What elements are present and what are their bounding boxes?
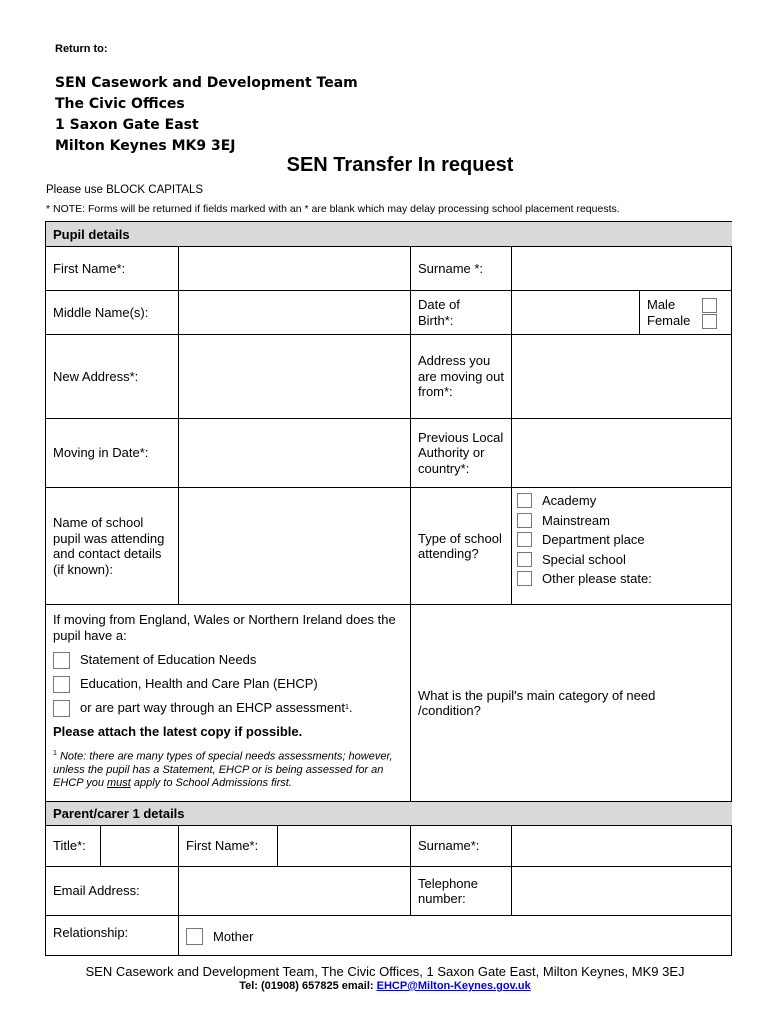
plan-option: Statement of Education Needs bbox=[80, 652, 257, 668]
previous-la-label: Previous Local Authority or country*: bbox=[411, 419, 512, 488]
pupil-section-header: Pupil details bbox=[46, 222, 732, 247]
school-type-option: Other please state: bbox=[542, 571, 652, 586]
plan-section: If moving from England, Wales or Northern Ireland does the pupil have a: Statement of Education Needs Education, Health and Care Plan (EHCP) or are part way through an EHCP assessment 1 . Please attach the latest copy if possible. $^1$ Note: there are many types of special needs assessments; however, unless the pupil has a Statement, EHCP or is being assessed for an EHCP you must apply to School Admissions first. bbox=[46, 605, 411, 802]
ehcp-assessment-checkbox[interactable] bbox=[53, 700, 70, 717]
footer-email-link[interactable]: EHCP@Milton-Keynes.gov.uk bbox=[376, 980, 531, 992]
telephone-input[interactable] bbox=[512, 867, 732, 916]
school-type-option: Mainstream bbox=[542, 512, 610, 528]
relationship-label: Relationship: bbox=[46, 916, 179, 955]
block-capitals-note: Please use BLOCK CAPITALS bbox=[46, 184, 204, 196]
new-address-label: New Address*: bbox=[46, 335, 179, 419]
school-type-label: Type of school attending? bbox=[411, 488, 512, 605]
transfer-form bbox=[45, 221, 732, 956]
mainstream-checkbox[interactable] bbox=[517, 513, 532, 528]
first-name-label: First Name*: bbox=[46, 247, 179, 291]
ehcp-checkbox[interactable] bbox=[53, 676, 70, 693]
plan-option: or are part way through an EHCP assessment bbox=[80, 700, 345, 716]
school-type-option: Department place bbox=[542, 532, 645, 547]
school-type-option: Academy bbox=[542, 493, 597, 508]
return-to-label: Return to: bbox=[55, 43, 108, 55]
school-type-option: Special school bbox=[542, 551, 626, 567]
plan-option: Education, Health and Care Plan (EHCP) bbox=[80, 676, 318, 692]
new-address-input[interactable] bbox=[179, 335, 411, 419]
parent-section-header: Parent/carer 1 details bbox=[46, 802, 732, 826]
school-name-label: Name of school pupil was attending and contact details (if known): bbox=[46, 488, 179, 605]
relationship-option: Mother bbox=[213, 929, 254, 944]
previous-la-input[interactable] bbox=[512, 419, 732, 488]
email-label: Email Address: bbox=[46, 867, 179, 916]
footer-contact bbox=[0, 980, 770, 992]
address-line: Milton Keynes MK9 3EJ bbox=[55, 138, 236, 154]
dob-input[interactable] bbox=[512, 291, 640, 335]
footer-tel: Tel: (01908) 657825 email: bbox=[239, 980, 377, 992]
address-line: 1 Saxon Gate East bbox=[55, 117, 199, 133]
middle-names-label: Middle Name(s): bbox=[46, 291, 179, 335]
female-checkbox[interactable] bbox=[702, 314, 717, 329]
moving-from-uk-text: If moving from England, Wales or Northern Ireland does the pupil have a: bbox=[53, 612, 396, 643]
parent-surname-input[interactable] bbox=[512, 826, 732, 867]
first-name-input[interactable] bbox=[179, 247, 411, 291]
telephone-label: Telephone number: bbox=[411, 867, 512, 916]
address-line: SEN Casework and Development Team bbox=[55, 75, 358, 91]
assessment-footnote: $^1$ Note: there are many types of special needs assessments; however, unless the pupil has a Statement, EHCP or is being assessed for an EHCP you must apply to School Admissions first. bbox=[53, 749, 393, 790]
academy-checkbox[interactable] bbox=[517, 493, 532, 508]
male-label: Male bbox=[647, 297, 676, 313]
gender-selector bbox=[640, 291, 732, 335]
school-name-input[interactable] bbox=[179, 488, 411, 605]
parent-first-name-input[interactable] bbox=[278, 826, 411, 867]
email-input[interactable] bbox=[179, 867, 411, 916]
surname-label: Surname *: bbox=[411, 247, 512, 291]
moving-from-input[interactable] bbox=[512, 335, 732, 419]
moving-from-label: Address you are moving out from*: bbox=[411, 335, 512, 419]
attach-instruction: Please attach the latest copy if possible. bbox=[53, 724, 303, 739]
form-title: SEN Transfer In request bbox=[286, 154, 514, 176]
address-line: The Civic Offices bbox=[55, 96, 185, 112]
middle-names-input[interactable] bbox=[179, 291, 411, 335]
moving-date-input[interactable] bbox=[179, 419, 411, 488]
statement-checkbox[interactable] bbox=[53, 652, 70, 669]
required-fields-note: * NOTE: Forms will be returned if fields marked with an * are blank which may delay processing school placement requests. bbox=[46, 203, 620, 215]
dob-label: Date of Birth*: bbox=[411, 291, 512, 335]
return-address bbox=[55, 73, 358, 157]
footer-address: SEN Casework and Development Team, The Civic Offices, 1 Saxon Gate East, Milton Keynes, MK9 3EJ bbox=[85, 964, 685, 979]
relationship-options bbox=[179, 916, 732, 955]
parent-first-name-label: First Name*: bbox=[179, 826, 278, 867]
title-label: Title*: bbox=[46, 826, 101, 867]
mother-checkbox[interactable] bbox=[186, 928, 203, 945]
special-school-checkbox[interactable] bbox=[517, 552, 532, 567]
title-input[interactable] bbox=[101, 826, 179, 867]
surname-input[interactable] bbox=[512, 247, 732, 291]
department-place-checkbox[interactable] bbox=[517, 532, 532, 547]
footnote-mark: 1 bbox=[344, 704, 349, 712]
moving-date-label: Moving in Date*: bbox=[46, 419, 179, 488]
male-checkbox[interactable] bbox=[702, 298, 717, 313]
parent-surname-label: Surname*: bbox=[411, 826, 512, 867]
school-type-options bbox=[512, 488, 732, 605]
need-category-cell[interactable] bbox=[411, 605, 732, 802]
need-category-label: What is the pupil's main category of need /condition? bbox=[418, 687, 656, 718]
other-checkbox[interactable] bbox=[517, 571, 532, 586]
female-label: Female bbox=[647, 313, 691, 329]
